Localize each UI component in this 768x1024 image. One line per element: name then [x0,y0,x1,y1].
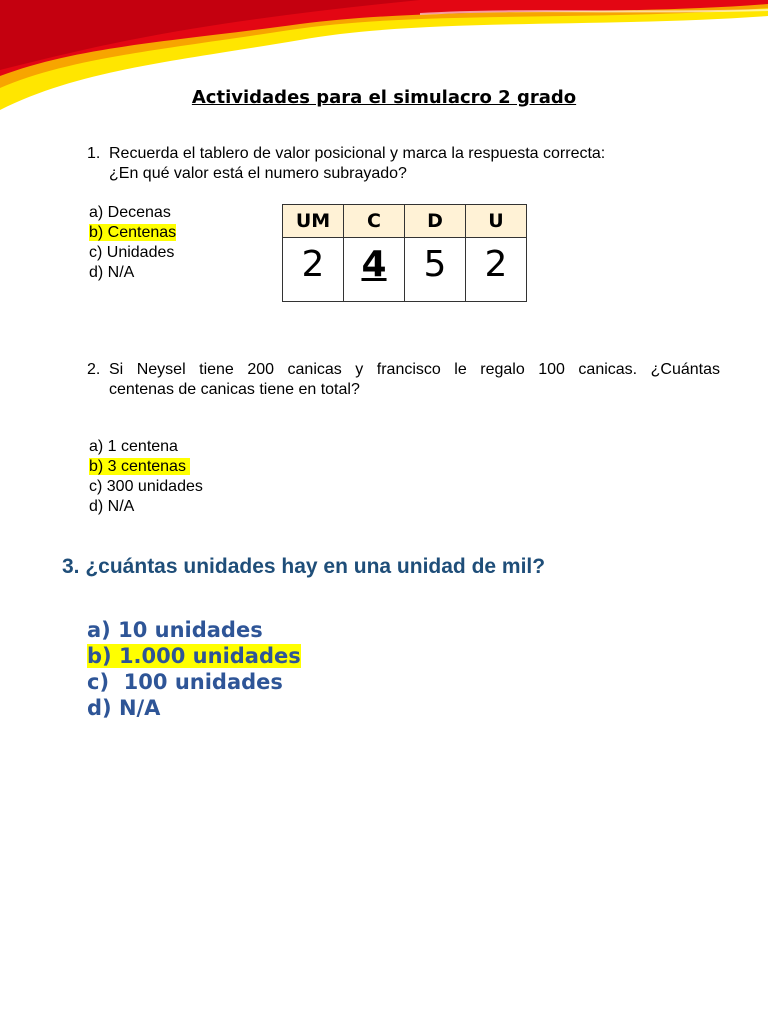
q1-option-d: d) N/A [89,264,135,281]
q2-option-a: a) 1 centena [89,438,178,455]
digit-d: 5 [405,238,466,302]
q1-option-b-highlight: b) Centenas [89,224,177,241]
digit-u: 2 [466,238,527,302]
place-value-table [282,204,527,302]
q2-option-b-highlight: b) 3 centenas [89,458,191,475]
q3-option-a: a) 10 unidades [87,618,263,642]
header-d: D [405,205,466,238]
question-1-number: 1. [87,145,101,162]
question-2-number: 2. [87,361,101,378]
q2-option-c: c) 300 unidades [89,478,203,495]
underlined-digit: 4 [361,244,387,285]
question-1 [87,144,727,184]
question-2-options [89,437,203,517]
q1-option-a: a) Decenas [89,204,171,221]
question-2 [87,360,720,400]
question-1-line1: Recuerda el tablero de valor posicional y marca la respuesta correcta: [109,145,606,162]
q2-option-b [89,457,203,477]
question-1-line2: ¿En qué valor está el numero subrayado? [109,165,407,182]
question-3-options [87,617,301,721]
place-value-digits-row [283,238,527,302]
q3-option-d: d) N/A [87,696,161,720]
question-3: 3. ¿cuántas unidades hay en una unidad de mil? [62,555,546,578]
header-um: UM [283,205,344,238]
q2-option-d: d) N/A [89,498,135,515]
q1-option-b [89,223,176,243]
question-2-line2: centenas de canicas tiene en total? [109,381,360,398]
question-2-line1: Si Neysel tiene 200 canicas y francisco le regalo 100 canicas. ¿Cuántas [109,361,720,378]
header-u: U [466,205,527,238]
page-title: Actividades para el simulacro 2 grado [191,87,577,108]
header-c: C [344,205,405,238]
q3-option-b-highlight: b) 1.000 unidades [87,644,301,668]
digit-c-underlined [344,238,405,302]
digit-um: 2 [283,238,344,302]
place-value-header-row [283,205,527,238]
q3-option-b [87,643,301,669]
question-1-options [89,203,176,283]
q1-option-c: c) Unidades [89,244,175,261]
q3-option-c: c) 100 unidades [87,670,283,694]
